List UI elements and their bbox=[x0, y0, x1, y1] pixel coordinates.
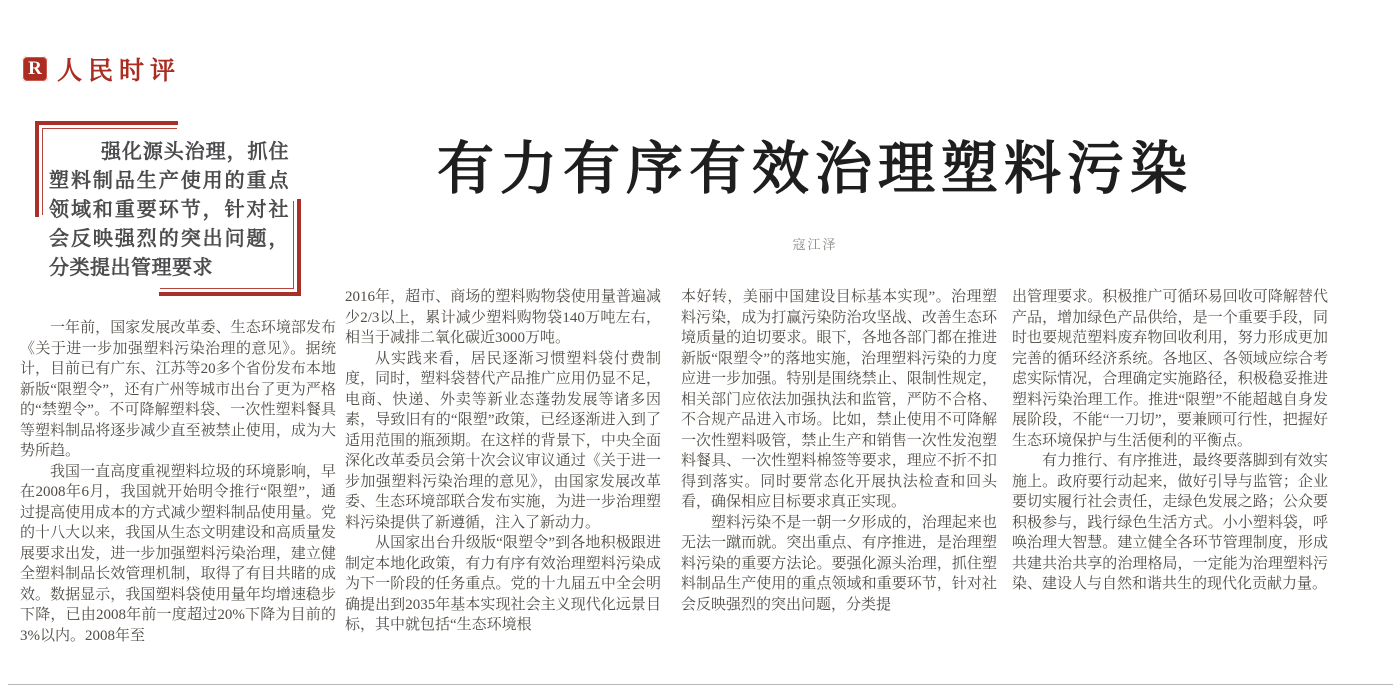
article-paragraph: 出管理要求。积极推广可循环易回收可降解替代产品，增加绿色产品供给，是一个重要手段，同时也要规范塑料废弃物回收利用，努力形成更加完善的循环经济系统。各地区、各领域应综合考虑实际情况，合理确定实施路径，积极稳妥推进塑料污染治理工作。推进“限塑”不能超越自身发展阶段，不能“一刀切”，要兼顾可行性，把握好生态环境保护与生活便利的平衡点。 bbox=[1012, 289, 1328, 449]
masthead bbox=[22, 54, 181, 84]
bottom-divider bbox=[8, 684, 1393, 685]
article-column-4 bbox=[1012, 287, 1328, 595]
pull-quote-text: 强化源头治理，抓住塑料制品生产使用的重点领域和重要环节，针对社会反映强烈的突出问题，分类提出管理要求 bbox=[49, 141, 289, 279]
article-column-3 bbox=[681, 287, 997, 615]
article-paragraph: 从国家出台升级版“限塑令”到各地积极跟进制定本地化政策，有力有序有效治理塑料污染成为下一阶段的任务重点。党的十九届五中全会明确提出到2035年基本实现社会主义现代化远景目标，其中就包括“生态环境根 bbox=[345, 535, 661, 633]
article-paragraph: 一年前，国家发展改革委、生态环境部发布《关于进一步加强塑料污染治理的意见》。据统计，目前已有广东、江苏等20多个省份发布本地新版“限塑令”，还有广州等城市出台了更为严格的“禁塑令”。不可降解塑料袋、一次性塑料餐具等塑料制品将逐步减少直至被禁止使用，成为大势所趋。 bbox=[20, 320, 336, 459]
article-paragraph: 从实践来看，居民逐渐习惯塑料袋付费制度，同时，塑料袋替代产品推广应用仍显不足，电商、快递、外卖等新业态蓬勃发展等诸多因素，导致旧有的“限塑”政策，已经逐渐进入到了适用范围的瓶颈期。在这样的背景下，中央全面深化改革委员会第十次会议审议通过《关于进一步加强塑料污染治理的意见》，由国家发展改革委、生态环境部联合发布实施，为进一步治理塑料污染提供了新遵循，注入了新动力。 bbox=[345, 350, 661, 531]
peoples-daily-r-logo-icon: R bbox=[22, 56, 48, 82]
article-headline: 有力有序有效治理塑料污染 bbox=[437, 137, 1193, 201]
article-paragraph: 有力推行、有序推进，最终要落脚到有效实施上。政府要行动起来，做好引导与监管；企业要切实履行社会责任，走绿色发展之路；公众要积极参与，践行绿色生活方式。小小塑料袋，呼唤治理大智慧。建立健全各环节管理制度，形成共建共治共享的治理格局，一定能为治理塑料污染、建设人与自然和谐共生的现代化贡献力量。 bbox=[1012, 453, 1328, 592]
pull-quote-box bbox=[35, 121, 301, 296]
article-column-2 bbox=[345, 287, 661, 636]
article-paragraph: 我国一直高度重视塑料垃圾的环境影响，早在2008年6月，我国就开始明令推行“限塑”，通过提高使用成本的方式减少塑料制品使用量。党的十八大以来，我国从生态文明建设和高质量发展要求出发，进一步加强塑料污染治理，建立健全塑料制品长效管理机制，取得了有目共睹的成效。数据显示，我国塑料袋使用量年均增速稳步下降，已由2008年前一度超过20%下降为目前的3%以内。2008年至 bbox=[20, 463, 336, 644]
article-paragraph: 2016年，超市、商场的塑料购物袋使用量普遍减少2/3以上，累计减少塑料购物袋140万吨左右，相当于减排二氧化碳近3000万吨。 bbox=[345, 289, 661, 346]
article-paragraph: 本好转，美丽中国建设目标基本实现”。治理塑料污染，成为打赢污染防治攻坚战、改善生态环境质量的迫切要求。眼下，各地各部门都在推进新版“限塑令”的落地实施，治理塑料污染的力度应进一步加强。特别是围绕禁止、限制性规定，相关部门应依法加强执法和监管，严防不合格、不合规产品进入市场。比如，禁止使用不可降解一次性塑料吸管，禁止生产和销售一次性发泡塑料餐具、一次性塑料棉签等要求，理应不折不扣得到落实。同时要常态化开展执法检查和回头看，确保相应目标要求真正实现。 bbox=[681, 289, 997, 510]
article-paragraph: 塑料污染不是一朝一夕形成的，治理起来也无法一蹴而就。突出重点、有序推进，是治理塑料污染的重要方法论。要强化源头治理，抓住塑料制品生产使用的重点领域和重要环节，针对社会反映强烈的突出问题，分类提 bbox=[681, 514, 997, 613]
section-title: 人民时评 bbox=[57, 57, 182, 85]
article-byline: 寇江泽 bbox=[792, 237, 838, 252]
article-column-1 bbox=[20, 318, 336, 646]
